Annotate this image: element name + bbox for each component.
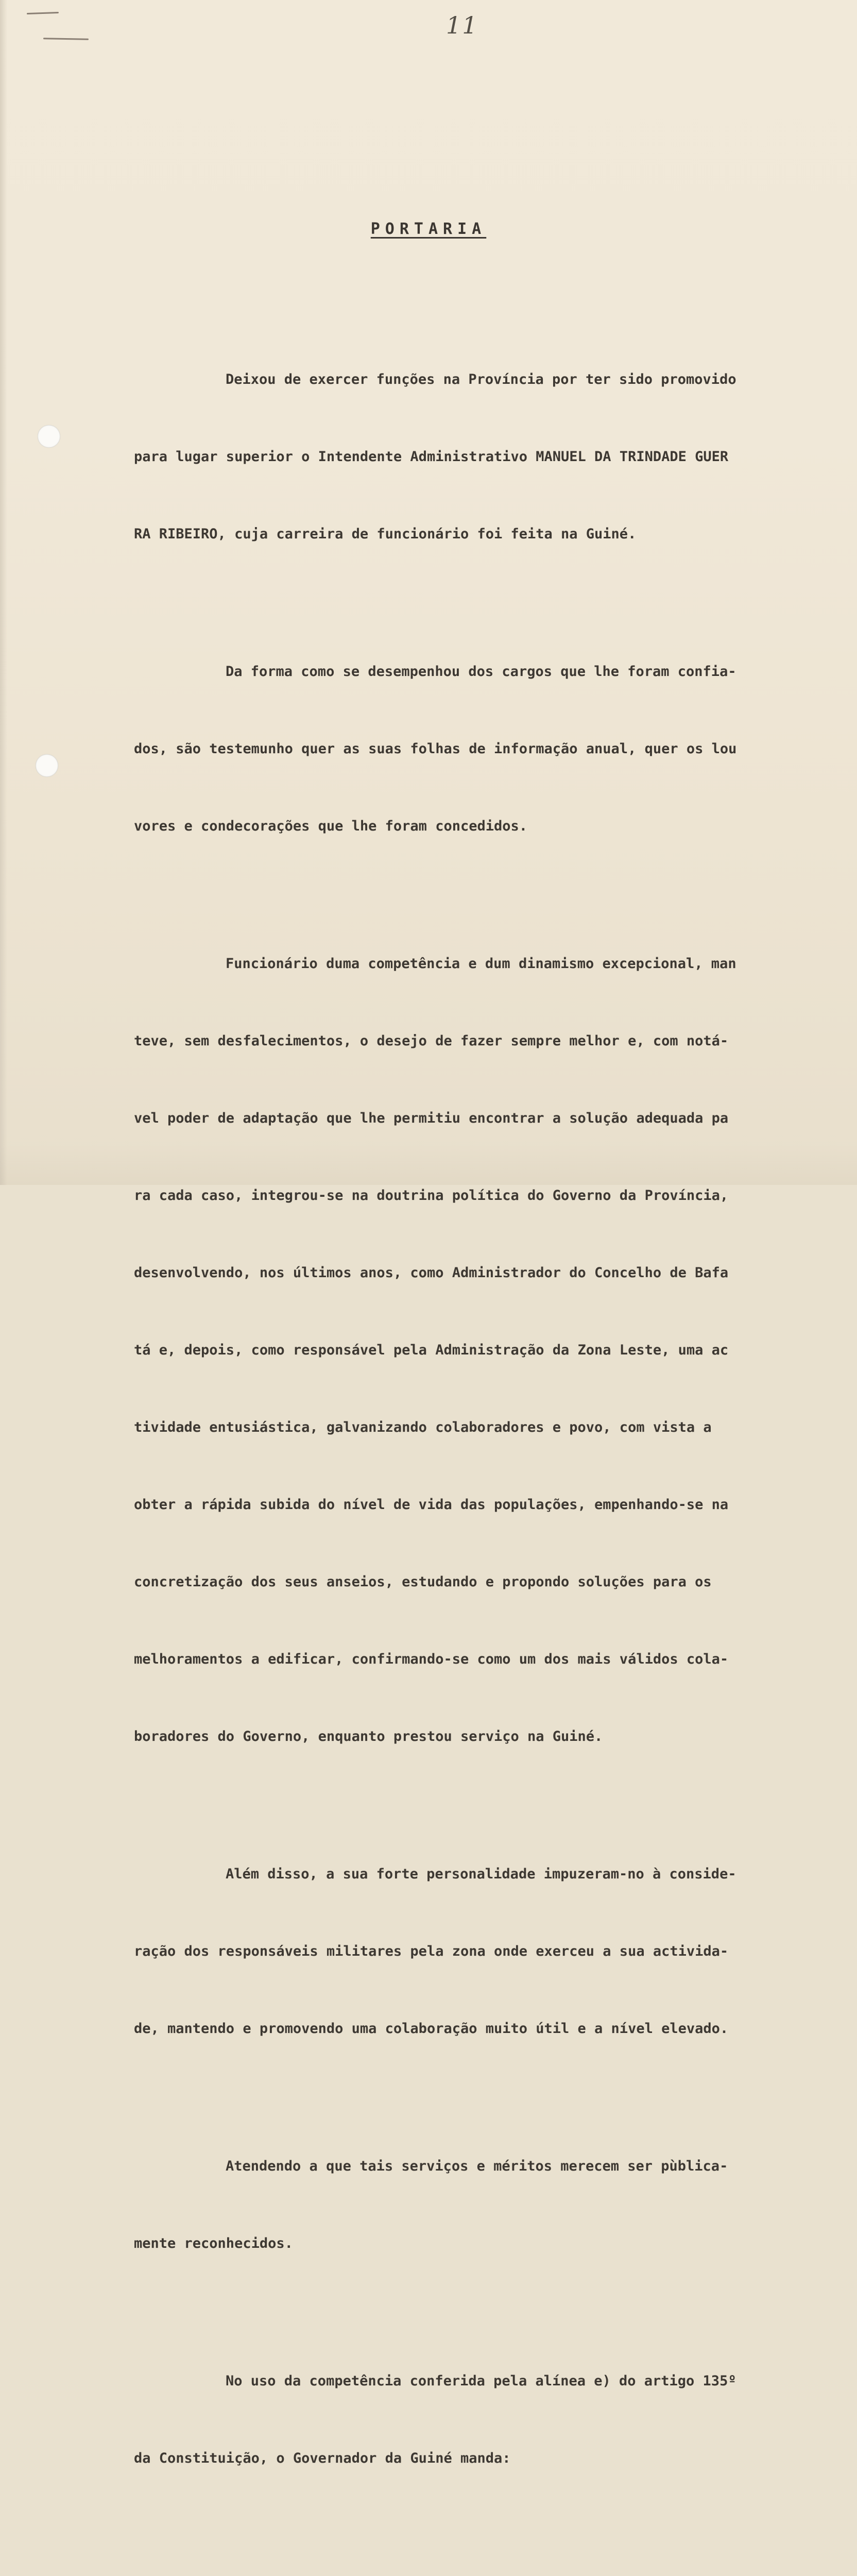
text-line: para lugar superior o Intendente Administrativo MANUEL DA TRINDADE GUER bbox=[134, 449, 729, 465]
punch-hole bbox=[36, 754, 58, 777]
text-line: RA RIBEIRO, cuja carreira de funcionário foi feita na Guiné. bbox=[134, 526, 637, 542]
text-line: obter a rápida subida do nível de vida das populações, empenhando-se na bbox=[134, 1497, 729, 1513]
pencil-mark bbox=[43, 38, 89, 40]
text-line: ra cada caso, integrou-se na doutrina política do Governo da Província, bbox=[134, 1188, 729, 1204]
punch-hole bbox=[38, 425, 60, 448]
pencil-mark bbox=[27, 12, 59, 14]
paragraph-3 bbox=[134, 900, 803, 1801]
text-line: desenvolvendo, nos últimos anos, como Administrador do Concelho de Bafa bbox=[134, 1265, 729, 1281]
text-line: teve, sem desfalecimentos, o desejo de fazer sempre melhor e, com notá- bbox=[134, 1033, 729, 1049]
paragraph-4 bbox=[134, 1810, 803, 2093]
page-number: 11 bbox=[446, 11, 478, 39]
text-line: Funcionário duma competência e dum dinamismo excepcional, man bbox=[226, 956, 736, 972]
text-line: Deixou de exercer funções na Província por ter sido promovido bbox=[226, 371, 736, 387]
text-line: melhoramentos a edificar, confirmando-se como um dos mais válidos cola- bbox=[134, 1651, 729, 1667]
text-line: Atendendo a que tais serviços e méritos merecem ser pùblica- bbox=[226, 2158, 728, 2174]
paragraph-2 bbox=[134, 607, 803, 891]
text-line: No uso da competência conferida pela alínea e) do artigo 135º bbox=[226, 2373, 736, 2389]
text-line: Além disso, a sua forte personalidade impuzeram-no à conside- bbox=[226, 1866, 736, 1882]
text-line: mente reconhecidos. bbox=[134, 2235, 293, 2251]
text-line: tá e, depois, como responsável pela Administração da Zona Leste, uma ac bbox=[134, 1342, 729, 1358]
text-line: tividade entusiástica, galvanizando colaboradores e povo, com vista a bbox=[134, 1419, 712, 1435]
text-line: vel poder de adaptação que lhe permitiu encontrar a solução adequada pa bbox=[134, 1110, 729, 1126]
paragraph-7 bbox=[134, 2544, 803, 2576]
text-line: ração dos responsáveis militares pela zona onde exerceu a sua activida- bbox=[134, 1943, 729, 1959]
text-line: vores e condecorações que lhe foram concedidos. bbox=[134, 818, 528, 834]
paragraph-1 bbox=[134, 315, 803, 599]
document-body bbox=[134, 315, 803, 2576]
text-line: da Constituição, o Governador da Guiné manda: bbox=[134, 2450, 511, 2466]
paragraph-6 bbox=[134, 2317, 803, 2523]
text-line: concretização dos seus anseios, estudando e propondo soluções para os bbox=[134, 1574, 712, 1590]
text-line: de, mantendo e promovendo uma colaboração muito útil e a nível elevado. bbox=[134, 2021, 729, 2037]
text-line: boradores do Governo, enquanto prestou serviço na Guiné. bbox=[134, 1728, 603, 1744]
page-bottom-shade bbox=[0, 1144, 857, 1185]
text-line: dos, são testemunho quer as suas folhas de informação anual, quer os lou bbox=[134, 741, 737, 757]
text-line: Da forma como se desempenhou dos cargos que lhe foram confia- bbox=[226, 664, 736, 680]
paragraph-5 bbox=[134, 2102, 803, 2308]
document-title: PORTARIA bbox=[370, 220, 487, 238]
